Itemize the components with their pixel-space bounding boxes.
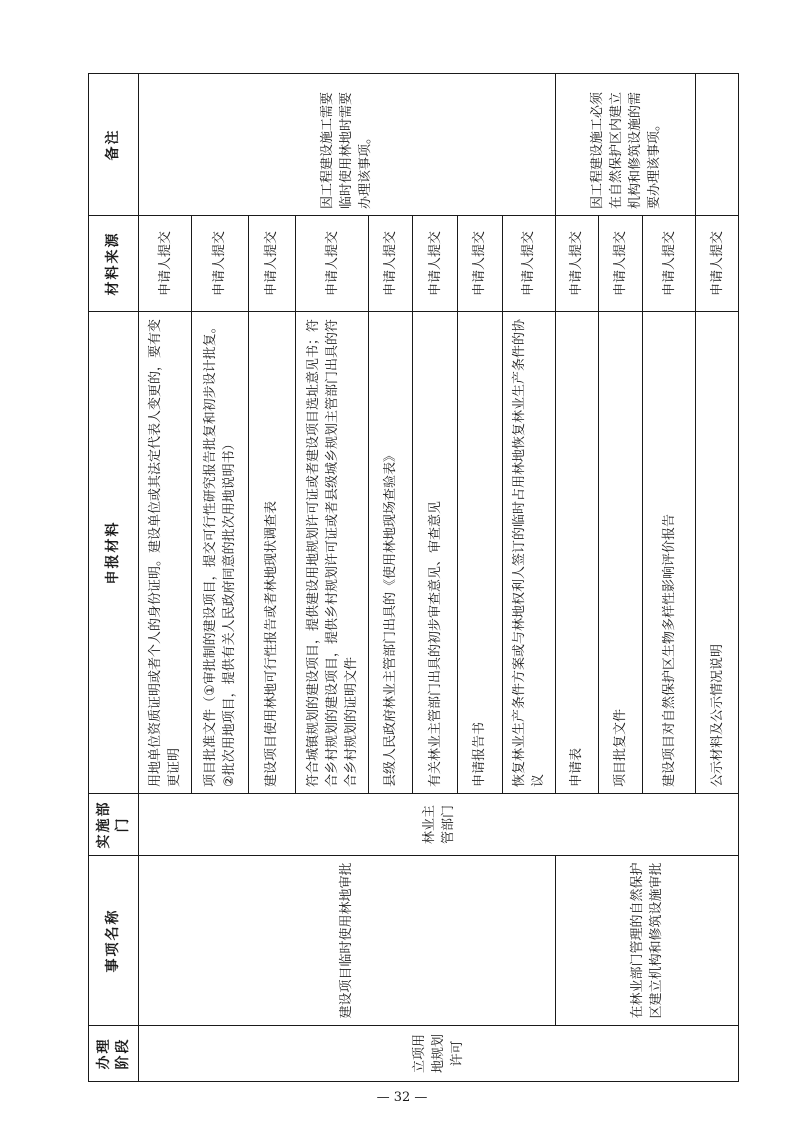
table-row <box>555 74 598 1082</box>
material-cell: 建设项目对自然保护区生物多样性影响评价报告 <box>643 312 696 794</box>
header-stage: 办理阶段 <box>89 1026 139 1082</box>
department-cell: 林业主管部门 <box>139 794 739 856</box>
header-note: 备注 <box>89 74 139 216</box>
table-row <box>139 74 192 1082</box>
table-header-row <box>89 74 139 1082</box>
header-materials: 申报材料 <box>89 312 139 794</box>
source-cell: 申请人提交 <box>248 216 296 312</box>
source-cell: 申请人提交 <box>598 216 643 312</box>
source-cell: 申请人提交 <box>296 216 368 312</box>
material-cell: 项目批复文件 <box>598 312 643 794</box>
source-cell: 申请人提交 <box>458 216 503 312</box>
material-cell: 恢复林业生产条件方案或与林地权利人签订的临时占用林地恢复林业生产条件的协议 <box>502 312 555 794</box>
source-cell: 申请人提交 <box>502 216 555 312</box>
note-cell: 因工程建设施工必须在自然保护区内建立机构和修筑设施的需要办理该事项。 <box>555 74 695 216</box>
source-cell: 申请人提交 <box>696 216 739 312</box>
material-cell: 县级人民政府林业主管部门出具的《使用林地现场查验表》 <box>368 312 413 794</box>
material-cell: 符合城镇规划的建设项目，提供建设用地规划许可证或者建设项目选址意见书；符合乡村规划的建设项目，提供乡村规划许可证或者县级城乡规划主管部门出具的符合乡村规划的证明文件 <box>296 312 368 794</box>
item-name-cell: 建设项目临时使用林地审批 <box>139 856 556 1026</box>
material-cell: 用地单位资质证明或者个人的身份证明。建设单位或其法定代表人变更的，要有变更证明 <box>139 312 192 794</box>
source-cell: 申请人提交 <box>192 216 248 312</box>
stage-cell: 立项用地规划许可 <box>139 1026 739 1082</box>
header-item-name: 事项名称 <box>89 856 139 1026</box>
note-cell-empty <box>696 74 739 216</box>
source-cell: 申请人提交 <box>555 216 598 312</box>
approval-materials-table <box>88 73 739 1082</box>
header-source: 材料来源 <box>89 216 139 312</box>
note-cell: 因工程建设施工需要临时使用林地时需要办理该事项。 <box>139 74 556 216</box>
item-name-cell: 在林业部门管理的自然保护区建立机构和修筑设施审批 <box>555 856 738 1026</box>
material-cell: 有关林业主管部门出具的初步审查意见、审查意见 <box>413 312 458 794</box>
material-cell: 申请报告书 <box>458 312 503 794</box>
material-cell: 项目批准文件（①审批制的建设项目，提交可行性研究报告批复和初步设计批复。②批次用地项目，提供有关人民政府同意的批次用地说明书） <box>192 312 248 794</box>
source-cell: 申请人提交 <box>413 216 458 312</box>
page-number: — 32 — <box>376 1090 428 1105</box>
rotated-page-content <box>88 74 739 1082</box>
source-cell: 申请人提交 <box>139 216 192 312</box>
header-department: 实施部门 <box>89 794 139 856</box>
source-cell: 申请人提交 <box>368 216 413 312</box>
material-cell: 建设项目使用林地可行性报告或者林地现状调查表 <box>248 312 296 794</box>
material-cell: 公示材料及公示情况说明 <box>696 312 739 794</box>
source-cell: 申请人提交 <box>643 216 696 312</box>
material-cell: 申请表 <box>555 312 598 794</box>
